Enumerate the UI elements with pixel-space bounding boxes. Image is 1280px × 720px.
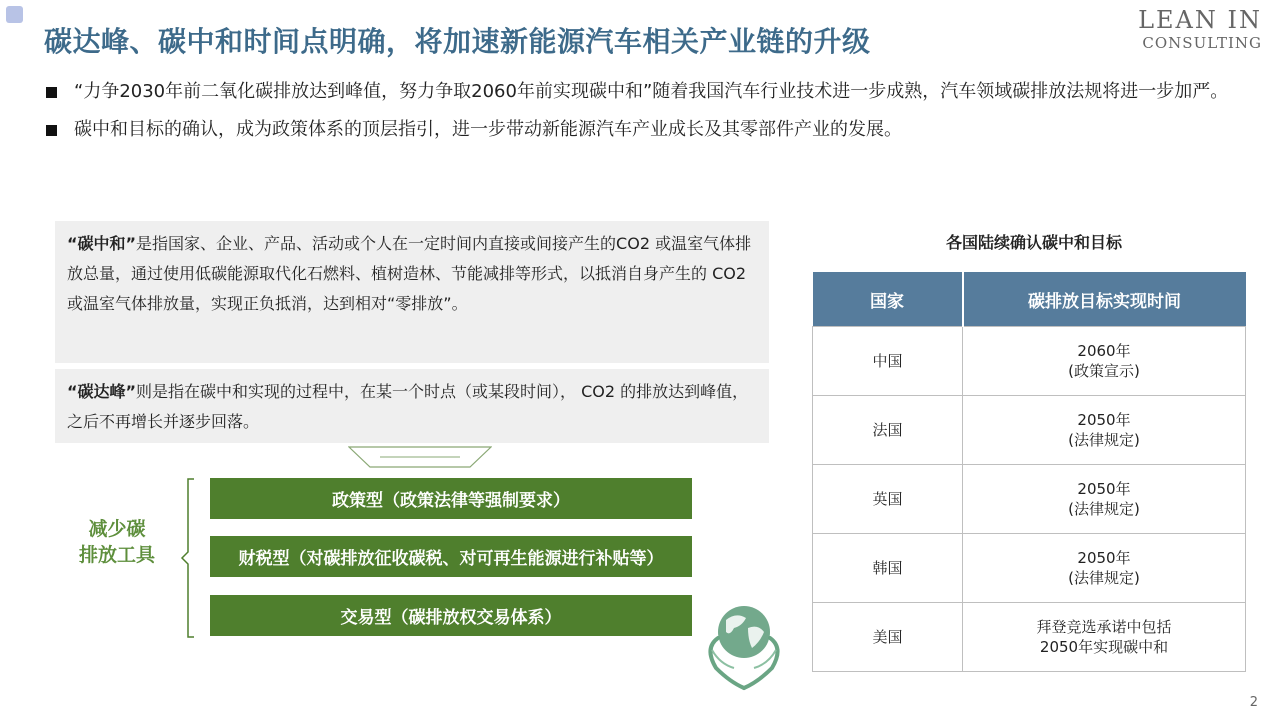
reduction-label-line2: 排放工具 [78, 544, 155, 566]
country-cell: 美国 [813, 603, 963, 672]
target-line2: (法律规定) [1068, 569, 1140, 587]
bullet-square-icon [46, 87, 57, 98]
brace-icon [180, 478, 196, 638]
target-line1: 2050年 [1077, 411, 1131, 429]
target-cell [963, 327, 1246, 396]
country-cell: 英国 [813, 465, 963, 534]
target-cell [963, 465, 1246, 534]
globe-hands-icon [696, 598, 792, 694]
column-header: 国家 [813, 272, 963, 327]
definition-text: 是指国家、企业、产品、活动或个人在一定时间内直接或间接产生的CO2 或温室气体排放总量，通过使用低碳能源取代化石燃料、植树造林、节能减排等形式，以抵消自身产生的 CO2 或温室气体排放量，实现正负抵消，达到相对“零排放”。 [67, 234, 752, 313]
target-line2: 2050年实现碳中和 [1039, 638, 1169, 656]
target-cell [963, 534, 1246, 603]
table-header-row [813, 272, 1246, 327]
target-cell [963, 603, 1246, 672]
bullet-item [44, 112, 1234, 148]
table-caption: 各国陆续确认碳中和目标 [945, 233, 1122, 252]
target-line1: 2060年 [1077, 342, 1131, 360]
reduction-tools-label [70, 516, 164, 568]
bullet-square-icon [46, 125, 57, 136]
down-arrow-icon [348, 446, 492, 468]
target-cell [963, 396, 1246, 465]
target-line1: 2050年 [1077, 549, 1131, 567]
reduction-label-line1: 减少碳 [88, 518, 146, 540]
logo-line1: LEAN IN [1138, 6, 1262, 34]
page-number: 2 [1249, 695, 1258, 710]
table-row [813, 534, 1246, 603]
tool-policy: 政策型（政策法律等强制要求） [210, 478, 692, 519]
country-cell: 中国 [813, 327, 963, 396]
carbon-target-table [812, 272, 1246, 672]
corner-marker [6, 6, 23, 23]
table-row [813, 465, 1246, 534]
target-line2: (法律规定) [1068, 431, 1140, 449]
table-row [813, 396, 1246, 465]
column-header: 碳排放目标实现时间 [963, 272, 1246, 327]
table-row [813, 603, 1246, 672]
country-cell: 韩国 [813, 534, 963, 603]
bullet-text: “力争2030年前二氧化碳排放达到峰值，努力争取2060年前实现碳中和”随着我国汽车行业技术进一步成熟，汽车领域碳排放法规将进一步加严。 [74, 81, 1229, 102]
definition-carbon-peak [55, 369, 769, 443]
target-line2: (政策宣示) [1068, 362, 1140, 380]
page-title: 碳达峰、碳中和时间点明确，将加速新能源汽车相关产业链的升级 [44, 25, 871, 58]
target-line2: (法律规定) [1068, 500, 1140, 518]
definition-term: “碳中和” [67, 234, 137, 253]
bullet-list [44, 74, 1234, 148]
definition-term: “碳达峰” [67, 382, 137, 401]
definition-text: 则是指在碳中和实现的过程中，在某一个时点（或某段时间）， CO2 的排放达到峰值，之后不再增长并逐步回落。 [67, 382, 749, 431]
tool-trading: 交易型（碳排放权交易体系） [210, 595, 692, 636]
bullet-text: 碳中和目标的确认，成为政策体系的顶层指引，进一步带动新能源汽车产业成长及其零部件产业的发展。 [74, 119, 902, 140]
logo [1138, 8, 1262, 51]
country-cell: 法国 [813, 396, 963, 465]
bullet-item [44, 74, 1234, 110]
target-line1: 拜登竞选承诺中包括 [1036, 618, 1172, 636]
definition-carbon-neutral [55, 221, 769, 363]
table-row [813, 327, 1246, 396]
target-line1: 2050年 [1077, 480, 1131, 498]
logo-line2: CONSULTING [1142, 34, 1262, 52]
tool-fiscal: 财税型（对碳排放征收碳税、对可再生能源进行补贴等） [210, 536, 692, 577]
